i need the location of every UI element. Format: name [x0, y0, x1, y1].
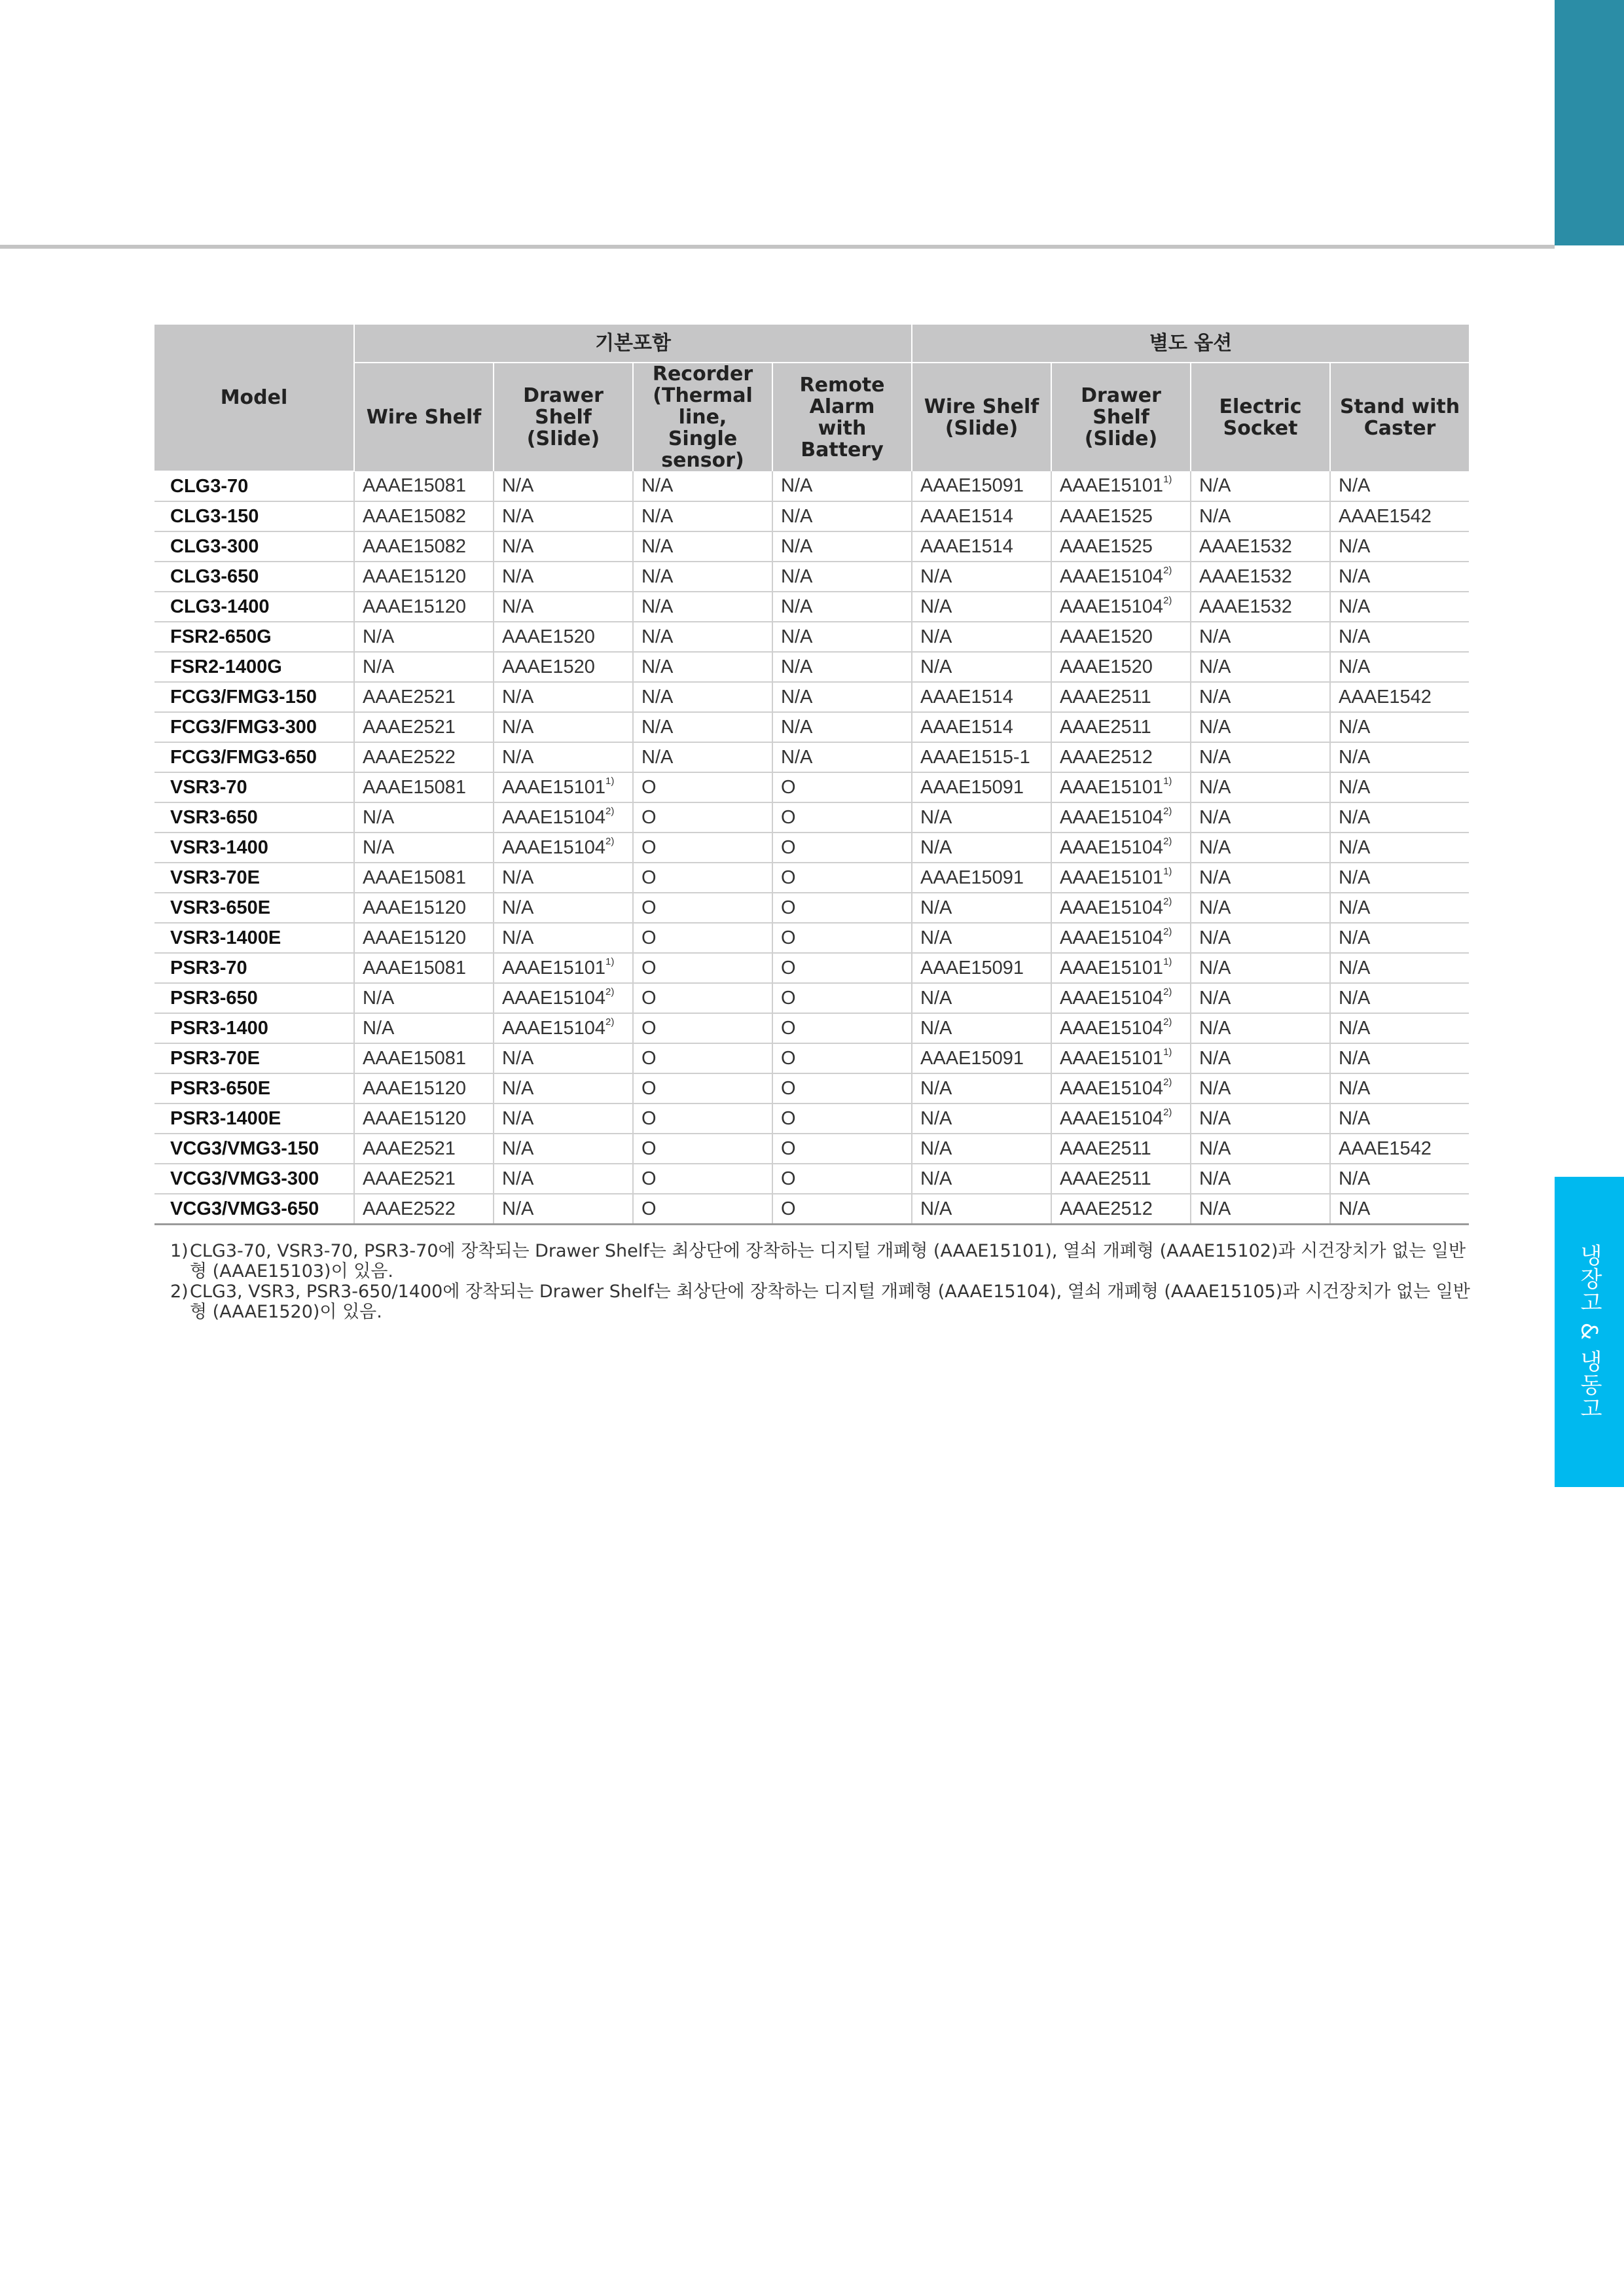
table-cell: N/A	[1191, 1194, 1330, 1225]
table-cell: O	[633, 833, 772, 863]
model-cell: CLG3-1400	[154, 592, 354, 622]
table-cell: N/A	[494, 682, 633, 712]
table-cell: AAAE15091	[912, 953, 1051, 983]
column-header: Stand with Caster	[1330, 363, 1469, 471]
model-cell: FSR2-1400G	[154, 652, 354, 682]
table-cell: O	[772, 1013, 912, 1043]
table-row	[154, 1194, 1469, 1225]
table-cell: AAAE1520	[1051, 652, 1191, 682]
table-cell: N/A	[912, 893, 1051, 923]
table-cell: N/A	[1330, 652, 1469, 682]
footnotes	[170, 1241, 1479, 1322]
footnote-mark: 2)	[170, 1282, 189, 1302]
group-header-options: 별도 옵션	[912, 325, 1469, 363]
table-row	[154, 531, 1469, 562]
table-cell: N/A	[772, 562, 912, 592]
table-cell: N/A	[354, 1013, 494, 1043]
table-cell: N/A	[494, 1134, 633, 1164]
table-cell: AAAE1515-1	[912, 742, 1051, 772]
table-cell: O	[633, 1103, 772, 1134]
footnote-marker: 2)	[1163, 986, 1172, 997]
table-cell: O	[633, 863, 772, 893]
table-row	[154, 893, 1469, 923]
table-cell: N/A	[494, 863, 633, 893]
table-cell: N/A	[494, 1164, 633, 1194]
table-cell: N/A	[1191, 772, 1330, 802]
accessory-table	[154, 325, 1469, 1225]
table-cell: N/A	[1330, 953, 1469, 983]
footnote-marker: 1)	[1163, 1046, 1172, 1058]
table-cell: N/A	[1191, 863, 1330, 893]
table-cell: N/A	[633, 562, 772, 592]
model-cell: VCG3/VMG3-650	[154, 1194, 354, 1225]
footnote-marker: 2)	[1163, 835, 1172, 847]
table-cell: N/A	[633, 652, 772, 682]
table-cell: O	[772, 833, 912, 863]
table-cell: N/A	[912, 1103, 1051, 1134]
table-cell: AAAE1520	[494, 622, 633, 652]
table-cell: O	[633, 1134, 772, 1164]
table-cell: AAAE1532	[1191, 592, 1330, 622]
table-cell: N/A	[354, 802, 494, 833]
table-cell: N/A	[772, 531, 912, 562]
table-cell: N/A	[1191, 622, 1330, 652]
table-cell: N/A	[1330, 802, 1469, 833]
model-cell: PSR3-1400	[154, 1013, 354, 1043]
table-cell: AAAE15104$^{2)}$	[1051, 893, 1191, 923]
table-cell: AAAE1532	[1191, 531, 1330, 562]
table-cell: O	[633, 1194, 772, 1225]
table-cell: AAAE2522	[354, 742, 494, 772]
footnote-text: CLG3, VSR3, PSR3-650/1400에 장착되는 Drawer Shelf는 최상단에 장착하는 디지털 개폐형 (AAAE15104), 열쇠 개폐형 (AAAE15105)과 시건장치가 없는 일반형 (AAAE1520)이 있음.	[190, 1282, 1470, 1322]
column-header: Drawer Shelf (Slide)	[494, 363, 633, 471]
table-cell: N/A	[354, 833, 494, 863]
table-row	[154, 1013, 1469, 1043]
table-cell: AAAE15104$^{2)}$	[494, 833, 633, 863]
table-cell: O	[772, 983, 912, 1013]
table-cell: O	[772, 1134, 912, 1164]
table-cell: O	[633, 772, 772, 802]
table-cell: N/A	[1191, 742, 1330, 772]
table-row	[154, 471, 1469, 501]
table-cell: N/A	[354, 652, 494, 682]
footnote-marker: 1)	[605, 956, 615, 967]
table-cell: AAAE15104$^{2)}$	[1051, 1013, 1191, 1043]
side-tab-label: 냉장고 & 냉동고	[1576, 1243, 1602, 1421]
footnote-marker: 1)	[605, 775, 615, 787]
table-cell: N/A	[912, 1164, 1051, 1194]
table-cell: AAAE15081	[354, 953, 494, 983]
table-cell: AAAE1525	[1051, 501, 1191, 531]
table-cell: AAAE15104$^{2)}$	[1051, 833, 1191, 863]
table-cell: N/A	[633, 622, 772, 652]
footnote-marker: 2)	[1163, 1076, 1172, 1088]
table-cell: N/A	[1191, 501, 1330, 531]
table-cell: N/A	[1330, 772, 1469, 802]
table-cell: AAAE1532	[1191, 562, 1330, 592]
table-cell: N/A	[772, 501, 912, 531]
table-row	[154, 652, 1469, 682]
table-cell: O	[772, 772, 912, 802]
footnote-marker: 1)	[1163, 956, 1172, 967]
footnote-marker: 2)	[1163, 895, 1172, 907]
footnote-marker: 2)	[605, 835, 615, 847]
table-cell: AAAE15081	[354, 772, 494, 802]
table-cell: O	[772, 1043, 912, 1073]
table-cell: O	[772, 1073, 912, 1103]
table-cell: N/A	[1191, 471, 1330, 501]
model-cell: FCG3/FMG3-150	[154, 682, 354, 712]
table-cell: AAAE15101$^{1)}$	[494, 953, 633, 983]
table-cell: AAAE2512	[1051, 1194, 1191, 1225]
table-cell: O	[772, 893, 912, 923]
table-cell: N/A	[494, 1043, 633, 1073]
table-cell: N/A	[772, 742, 912, 772]
footnote-marker: 2)	[1163, 1016, 1172, 1028]
table-cell: N/A	[912, 592, 1051, 622]
table-cell: N/A	[1330, 471, 1469, 501]
table-cell: O	[772, 863, 912, 893]
footnote-marker: 1)	[1163, 474, 1172, 485]
table-cell: N/A	[1330, 1073, 1469, 1103]
table-cell: AAAE1525	[1051, 531, 1191, 562]
table-cell: N/A	[494, 471, 633, 501]
table-cell: AAAE15091	[912, 471, 1051, 501]
model-cell: VCG3/VMG3-150	[154, 1134, 354, 1164]
table-cell: N/A	[1330, 833, 1469, 863]
table-cell: N/A	[912, 622, 1051, 652]
table-cell: N/A	[1330, 742, 1469, 772]
model-header: Model	[154, 325, 354, 471]
table-cell: AAAE15120	[354, 562, 494, 592]
footnote	[170, 1282, 1479, 1322]
table-cell: O	[633, 893, 772, 923]
table-cell: N/A	[772, 622, 912, 652]
table-cell: N/A	[1330, 1013, 1469, 1043]
table-cell: N/A	[1191, 682, 1330, 712]
table-cell: AAAE15101$^{1)}$	[494, 772, 633, 802]
table-cell: AAAE15091	[912, 772, 1051, 802]
table-cell: N/A	[633, 682, 772, 712]
table-cell: N/A	[1191, 652, 1330, 682]
table-cell: N/A	[912, 802, 1051, 833]
footnote-text: CLG3-70, VSR3-70, PSR3-70에 장착되는 Drawer Shelf는 최상단에 장착하는 디지털 개폐형 (AAAE15101), 열쇠 개폐형 (AAAE15102)과 시건장치가 없는 일반형 (AAAE15103)이 있음.	[190, 1241, 1466, 1282]
table-cell: AAAE15104$^{2)}$	[1051, 562, 1191, 592]
table-cell: N/A	[912, 1134, 1051, 1164]
footnote-marker: 2)	[605, 986, 615, 997]
table-cell: N/A	[1330, 863, 1469, 893]
table-cell: AAAE1514	[912, 501, 1051, 531]
table-cell: N/A	[1191, 802, 1330, 833]
table-cell: N/A	[494, 592, 633, 622]
table-cell: N/A	[1330, 562, 1469, 592]
table-cell: N/A	[1330, 622, 1469, 652]
table-cell: O	[633, 1073, 772, 1103]
table-cell: N/A	[633, 742, 772, 772]
model-cell: CLG3-70	[154, 471, 354, 501]
table-cell: N/A	[1330, 983, 1469, 1013]
table-cell: N/A	[633, 712, 772, 742]
table-cell: AAAE2512	[1051, 742, 1191, 772]
table-row	[154, 742, 1469, 772]
table-cell: AAAE2511	[1051, 1164, 1191, 1194]
table-cell: AAAE15120	[354, 893, 494, 923]
table-cell: N/A	[772, 682, 912, 712]
table-cell: N/A	[494, 1073, 633, 1103]
table-cell: N/A	[772, 592, 912, 622]
table-cell: N/A	[494, 742, 633, 772]
chapter-tab-top	[1555, 0, 1624, 245]
header-divider	[0, 245, 1555, 249]
table-cell: O	[772, 1103, 912, 1134]
table-cell: AAAE1520	[1051, 622, 1191, 652]
table-cell: N/A	[494, 712, 633, 742]
model-cell: VSR3-650E	[154, 893, 354, 923]
footnote-marker: 1)	[1163, 775, 1172, 787]
table-cell: N/A	[1191, 953, 1330, 983]
table-cell: AAAE15104$^{2)}$	[1051, 592, 1191, 622]
table-cell: N/A	[1330, 1164, 1469, 1194]
footnote-marker: 2)	[605, 1016, 615, 1028]
table-cell: N/A	[1330, 1103, 1469, 1134]
table-cell: AAAE15104$^{2)}$	[1051, 802, 1191, 833]
column-header: Remote Alarm with Battery	[772, 363, 912, 471]
table-cell: N/A	[912, 562, 1051, 592]
table-cell: N/A	[494, 893, 633, 923]
table-row	[154, 1164, 1469, 1194]
table-row	[154, 712, 1469, 742]
model-cell: CLG3-650	[154, 562, 354, 592]
table-cell: N/A	[1330, 893, 1469, 923]
table-cell: N/A	[1191, 1103, 1330, 1134]
table-cell: N/A	[912, 833, 1051, 863]
table-cell: AAAE1514	[912, 712, 1051, 742]
table-row	[154, 1103, 1469, 1134]
table-row	[154, 802, 1469, 833]
table-cell: AAAE15082	[354, 501, 494, 531]
table-cell: AAAE15081	[354, 471, 494, 501]
table-cell: AAAE1514	[912, 682, 1051, 712]
column-header: Electric Socket	[1191, 363, 1330, 471]
footnote-marker: 2)	[605, 805, 615, 817]
table-cell: N/A	[912, 923, 1051, 953]
table-cell: AAAE2521	[354, 712, 494, 742]
model-cell: FCG3/FMG3-650	[154, 742, 354, 772]
table-cell: N/A	[1191, 1164, 1330, 1194]
column-header: Wire Shelf (Slide)	[912, 363, 1051, 471]
table-cell: AAAE15091	[912, 863, 1051, 893]
table-cell: N/A	[494, 562, 633, 592]
table-row	[154, 1134, 1469, 1164]
table-cell: AAAE2511	[1051, 712, 1191, 742]
chapter-side-tab[interactable]	[1555, 1177, 1624, 1487]
column-header: Drawer Shelf (Slide)	[1051, 363, 1191, 471]
table-cell: O	[633, 802, 772, 833]
table-cell: N/A	[633, 471, 772, 501]
table-cell: O	[633, 923, 772, 953]
table-cell: N/A	[494, 501, 633, 531]
table-cell: N/A	[912, 983, 1051, 1013]
model-cell: PSR3-650E	[154, 1073, 354, 1103]
table-cell: N/A	[494, 923, 633, 953]
column-header: Wire Shelf	[354, 363, 494, 471]
model-cell: VSR3-70	[154, 772, 354, 802]
table-cell: AAAE2521	[354, 682, 494, 712]
table-cell: N/A	[1191, 712, 1330, 742]
footnote-marker: 2)	[1163, 1106, 1172, 1118]
table-cell: N/A	[772, 471, 912, 501]
table-cell: N/A	[1330, 923, 1469, 953]
table-cell: N/A	[1191, 1013, 1330, 1043]
table-cell: N/A	[1191, 1043, 1330, 1073]
table-row	[154, 622, 1469, 652]
table-cell: N/A	[912, 1073, 1051, 1103]
table-cell: AAAE15120	[354, 1073, 494, 1103]
table-cell: AAAE1542	[1330, 682, 1469, 712]
table-row	[154, 953, 1469, 983]
table-cell: AAAE2511	[1051, 1134, 1191, 1164]
table-cell: O	[633, 983, 772, 1013]
table-row	[154, 983, 1469, 1013]
footnote-marker: 2)	[1163, 564, 1172, 576]
table-cell: AAAE1520	[494, 652, 633, 682]
model-cell: VSR3-650	[154, 802, 354, 833]
table-cell: N/A	[912, 1194, 1051, 1225]
model-cell: VCG3/VMG3-300	[154, 1164, 354, 1194]
table-cell: AAAE2521	[354, 1134, 494, 1164]
footnote-marker: 2)	[1163, 925, 1172, 937]
table-cell: N/A	[633, 501, 772, 531]
table-cell: AAAE2511	[1051, 682, 1191, 712]
model-cell: VSR3-1400	[154, 833, 354, 863]
table-cell: AAAE15101$^{1)}$	[1051, 772, 1191, 802]
footnote	[170, 1241, 1479, 1282]
model-cell: PSR3-70	[154, 953, 354, 983]
table-cell: AAAE15120	[354, 923, 494, 953]
table-cell: N/A	[772, 652, 912, 682]
table-cell: AAAE2521	[354, 1164, 494, 1194]
table-cell: AAAE15120	[354, 1103, 494, 1134]
table-cell: O	[772, 1194, 912, 1225]
table-cell: N/A	[1330, 592, 1469, 622]
table-cell: N/A	[1191, 1073, 1330, 1103]
footnote-marker: 2)	[1163, 805, 1172, 817]
table-cell: O	[633, 1043, 772, 1073]
table-cell: AAAE15081	[354, 863, 494, 893]
model-cell: VSR3-70E	[154, 863, 354, 893]
table-cell: N/A	[494, 531, 633, 562]
table-cell: AAAE15104$^{2)}$	[1051, 1073, 1191, 1103]
group-header-included: 기본포함	[354, 325, 912, 363]
table-cell: O	[772, 1164, 912, 1194]
table-cell: AAAE15104$^{2)}$	[1051, 1103, 1191, 1134]
table-cell: N/A	[772, 712, 912, 742]
table-row	[154, 592, 1469, 622]
model-cell: PSR3-650	[154, 983, 354, 1013]
table-cell: N/A	[1330, 1043, 1469, 1073]
table-row	[154, 1073, 1469, 1103]
table-cell: AAAE1542	[1330, 501, 1469, 531]
table-cell: N/A	[1191, 923, 1330, 953]
table-cell: N/A	[1330, 531, 1469, 562]
table-cell: N/A	[1330, 1194, 1469, 1225]
table-cell: N/A	[1191, 1134, 1330, 1164]
table-cell: AAAE15081	[354, 1043, 494, 1073]
table-cell: O	[633, 1013, 772, 1043]
table-cell: AAAE15104$^{2)}$	[494, 1013, 633, 1043]
model-cell: FCG3/FMG3-300	[154, 712, 354, 742]
table-cell: N/A	[494, 1194, 633, 1225]
table-cell: AAAE15101$^{1)}$	[1051, 1043, 1191, 1073]
table-cell: N/A	[354, 622, 494, 652]
table-cell: AAAE1514	[912, 531, 1051, 562]
table-cell: N/A	[633, 592, 772, 622]
table-cell: AAAE15104$^{2)}$	[1051, 923, 1191, 953]
model-cell: PSR3-70E	[154, 1043, 354, 1073]
model-cell: CLG3-300	[154, 531, 354, 562]
table-row	[154, 682, 1469, 712]
table-cell: N/A	[1330, 712, 1469, 742]
table-row	[154, 562, 1469, 592]
table-cell: N/A	[1191, 893, 1330, 923]
table-cell: AAAE15091	[912, 1043, 1051, 1073]
table-cell: O	[772, 802, 912, 833]
table-cell: AAAE15120	[354, 592, 494, 622]
table-cell: N/A	[1191, 833, 1330, 863]
table-cell: AAAE15101$^{1)}$	[1051, 471, 1191, 501]
column-header: Recorder (Thermal line, Single sensor)	[633, 363, 772, 471]
footnote-marker: 2)	[1163, 594, 1172, 606]
table-cell: AAAE15104$^{2)}$	[494, 802, 633, 833]
table-cell: O	[772, 923, 912, 953]
table-cell: N/A	[912, 1013, 1051, 1043]
table-cell: AAAE15082	[354, 531, 494, 562]
table-cell: O	[772, 953, 912, 983]
table-row	[154, 923, 1469, 953]
model-cell: FSR2-650G	[154, 622, 354, 652]
model-cell: PSR3-1400E	[154, 1103, 354, 1134]
table-cell: N/A	[354, 983, 494, 1013]
table-row	[154, 772, 1469, 802]
table-cell: N/A	[494, 1103, 633, 1134]
table-row	[154, 863, 1469, 893]
table-cell: AAAE1542	[1330, 1134, 1469, 1164]
table-cell: AAAE15104$^{2)}$	[494, 983, 633, 1013]
table-cell: O	[633, 953, 772, 983]
table-cell: AAAE2522	[354, 1194, 494, 1225]
table-cell: N/A	[912, 652, 1051, 682]
footnote-marker: 1)	[1163, 865, 1172, 877]
footnote-mark: 1)	[170, 1241, 189, 1261]
table-cell: N/A	[633, 531, 772, 562]
model-cell: VSR3-1400E	[154, 923, 354, 953]
table-cell: AAAE15101$^{1)}$	[1051, 863, 1191, 893]
table-row	[154, 501, 1469, 531]
table-cell: N/A	[1191, 983, 1330, 1013]
table-cell: AAAE15104$^{2)}$	[1051, 983, 1191, 1013]
table-row	[154, 833, 1469, 863]
table-cell: O	[633, 1164, 772, 1194]
model-cell: CLG3-150	[154, 501, 354, 531]
table-cell: AAAE15101$^{1)}$	[1051, 953, 1191, 983]
table-row	[154, 1043, 1469, 1073]
